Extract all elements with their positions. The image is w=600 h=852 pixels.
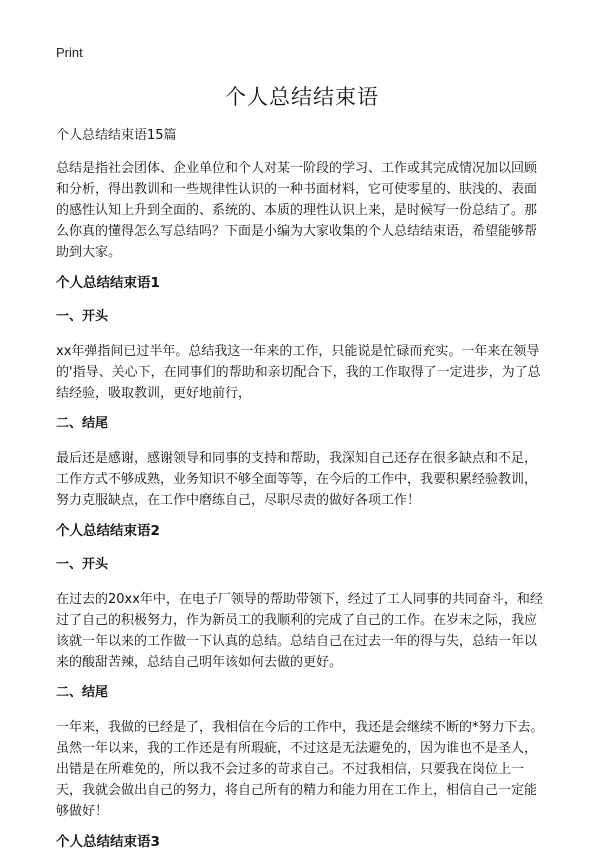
section-1-opening-text: xx年弹指间已过半年。总结我这一年来的工作，只能说是忙碌而充实。一年来在领导的'指导、关心下，在同事们的帮助和亲切配合下，我的工作取得了一定进步，为了总结经验，吸取教训，更好地前行， <box>56 344 541 401</box>
print-label: Print <box>56 45 83 60</box>
section-heading-3: 个人总结结束语3 <box>56 834 160 850</box>
section-2-ending-text: 一年来，我做的已经是了，我相信在今后的工作中，我还是会继续不断的*努力下去。虽然一年以来，我的工作还是有所瑕疵，不过这是无法避免的，因为谁也不是圣人，出错是在所难免的，所以我不会过多的苛求自己。不过我相信，只要我在岗位上一天，我就会做出自己的努力，将自己所有的精力和能力用在工作上，相信自己一定能够做好！ <box>56 720 544 819</box>
intro-paragraph: 总结是指社会团体、企业单位和个人对某一阶段的学习、工作或其完成情况加以回顾和分析，得出教训和一些规律性认识的一种书面材料，它可使零星的、肤浅的、表面的感性认知上升到全面的、系统的、本质的理性认识上来，是时候写一份总结了。那么你真的懂得怎么写总结吗？下面是小编为大家收集的个人总结结束语，希望能够帮助到大家。 <box>56 161 538 260</box>
section-1-opening-heading: 一、开头 <box>56 309 109 324</box>
page-title: 个人总结结束语 <box>225 85 379 109</box>
section-1-ending-heading: 二、结尾 <box>56 416 109 431</box>
section-heading-2: 个人总结结束语2 <box>56 523 160 539</box>
section-heading-1: 个人总结结束语1 <box>56 275 160 291</box>
section-2-opening-text: 在过去的20xx年中，在电子厂领导的帮助带领下，经过了工人同事的共同奋斗，和经过了自己的积极努力，作为新员工的我顺利的完成了自己的工作。在岁末之际，我应该就一年以来的工作做一下认真的总结。总结自己在过去一年的得与失，总结一年以来的酸甜苦辣，总结自己明年该如何去做的更好。 <box>56 592 543 670</box>
section-1-ending-text: 最后还是感谢，感谢领导和同事的支持和帮助，我深知自己还存在很多缺点和不足，工作方式不够成熟，业务知识不够全面等等，在今后的工作中，我要积累经验教训，努力克服缺点，在工作中磨练自己，尽职尽责的做好各项工作！ <box>56 451 538 508</box>
section-2-ending-heading: 二、结尾 <box>56 685 109 700</box>
document-subtitle: 个人总结结束语15篇 <box>56 128 177 143</box>
section-2-opening-heading: 一、开头 <box>56 557 109 572</box>
